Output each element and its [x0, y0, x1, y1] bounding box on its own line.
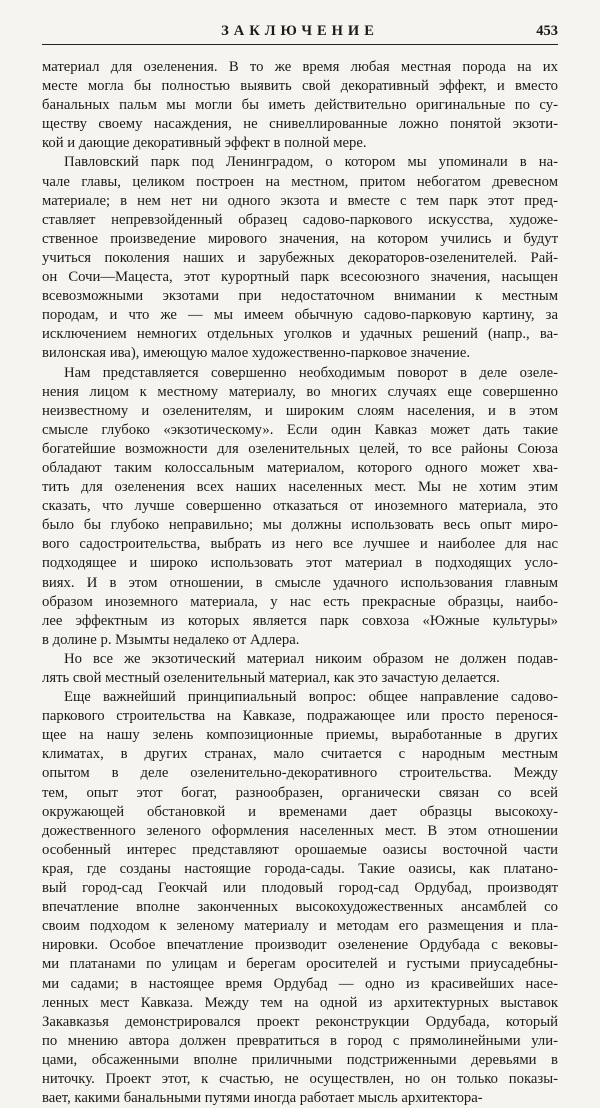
- page-header: [42, 22, 558, 45]
- text-line: ми садами; в настоящее время Ордубад — одно из красивейших насе-: [42, 975, 558, 992]
- paragraph: [42, 153, 558, 363]
- text-line: ми платанами по улицам и берегам оросителей и густыми приусадебны-: [42, 956, 558, 973]
- text-line: лять свой местный озеленительный материал, как это зачастую делается.: [42, 670, 500, 686]
- text-line: по мнению автора должен превратиться в город с прямолинейными ули-: [42, 1032, 558, 1049]
- text-line: впечатление вполне законченных высокохудожественных ансамблей со: [42, 899, 558, 916]
- text-line: ленных мест Кавказа. Между тем на одной из архитектурных выставок: [42, 994, 558, 1011]
- text-line: опытом в деле озеленительно-декоративного строительства. Между: [42, 765, 558, 782]
- text-line: было бы глубоко неправильно; мы должны использовать весь опыт миро-: [42, 517, 558, 534]
- text-line: в долине р. Мзымты недалеко от Адлера.: [42, 631, 300, 648]
- text-line: виях. И в этом отношении, в смысле удачного использования главным: [42, 574, 558, 591]
- text-line: Нам представляется совершенно необходимым поворот в деле озеле-: [64, 364, 558, 381]
- text-line: тем, опыт этот богат, разнообразен, органически связан со всей: [42, 784, 558, 801]
- text-line: образом иноземного материала, у нас есть прекрасные образцы, наибо-: [42, 593, 558, 610]
- text-line: климатах, в других странах, мало считается с народным местным: [42, 746, 558, 763]
- text-line: смысле глубоко «экзотическому». Если один Кавказ может дать такие: [42, 421, 558, 438]
- text-line: породам, и что же — мы имеем обычную садово-парковую картину, за: [42, 307, 558, 324]
- text-line: материале; в нем нет ни одного экзота и вместе с тем парк этот пред-: [42, 192, 558, 209]
- text-line: цами, обсаженными вполне приличными подстриженными деревьями в: [42, 1051, 558, 1068]
- text-line: Но все же экзотический материал никоим образом не должен подав-: [64, 650, 558, 667]
- paragraph: [42, 650, 558, 688]
- body-text: [42, 58, 558, 1108]
- text-line: нировки. Особое впечатление производит озеленение Ордубада с вековы-: [42, 937, 558, 954]
- text-line: Закавказья демонстрировался проект реконструкции Ордубада, который: [42, 1013, 558, 1030]
- page-number: 453: [536, 23, 558, 39]
- text-line: ществу своему насаждения, не снивеллированные ложно понятой экзоти-: [42, 116, 558, 133]
- text-line: лее эффектным из которых является парк совхоза «Южные культуры»: [42, 612, 558, 629]
- text-line: ставляет непревзойденный образец садово-паркового искусства, художе-: [42, 211, 558, 228]
- text-line: вилонская ива), имеющую малое художественно-парковое значение.: [42, 345, 471, 362]
- text-line: ниточку. Проект этот, к счастью, не осуществлен, но он только показы-: [42, 1070, 558, 1087]
- text-line: своим подходом к зеленому материалу и методам его размещения и пла-: [42, 918, 558, 935]
- text-line: всевозможными экзотами при недостаточном внимании к местным: [42, 288, 558, 305]
- text-line: месте могла бы полностью выявить свой декоративный эффект, и вместо: [42, 78, 558, 95]
- text-line: нения лицом к местному материалу, во многих случаях еще совершенно: [42, 383, 558, 400]
- text-line: чале главы, целиком построен на местном, притом небогатом древесном: [42, 173, 558, 190]
- text-line: сказать, что лучше совершенно отказаться от иноземного материала, это: [42, 498, 558, 515]
- text-line: он Сочи—Мацеста, этот курортный парк всесоюзного значения, насыщен: [42, 269, 558, 286]
- text-line: материал для озеленения. В то же время любая местная порода на их: [42, 59, 558, 75]
- text-line: обладают таким колоссальным материалом, которого одного может хва-: [42, 459, 558, 476]
- text-line: дожественного зеленого оформления населенных мест. В этом отношении: [42, 822, 558, 839]
- text-line: вает, какими банальными путями иногда работает мысль архитектора-: [42, 1090, 483, 1107]
- running-title: ЗАКЛЮЧЕНИЕ: [221, 23, 379, 39]
- text-line: банальных пальм мы могли бы иметь действительно оригинальные по су-: [42, 97, 558, 114]
- text-line: вого садостроительства, выбрать из него все лучшее и наиболее для нас: [42, 536, 558, 553]
- text-line: исключением немногих отдельных уголков и удачных решений (напр., ва-: [42, 326, 558, 343]
- paragraph: [42, 364, 558, 650]
- text-line: щее на нашу зелень композиционные приемы, выработанные в других: [42, 727, 558, 744]
- text-line: Еще важнейший принципиальный вопрос: общее направление садово-: [64, 689, 558, 706]
- text-line: неизвестному и озеленителям, и широким слоям населения, и в этом: [42, 402, 558, 419]
- text-line: тить для озеленения всех наших населенных мест. Мы не хотим этим: [42, 479, 558, 496]
- text-line: вый город-сад Геокчай или плодовый город-сад Ордубад, производят: [42, 880, 558, 897]
- text-line: паркового строительства на Кавказе, подражающее или просто перенося-: [42, 708, 558, 725]
- text-line: кой и дающие декоративный эффект в полной мере.: [42, 135, 367, 152]
- text-line: края, где созданы настоящие города-сады. Такие оазисы, как платано-: [42, 860, 558, 877]
- text-line: подходящее и широко использовать этот материал в подходящих усло-: [42, 555, 558, 572]
- text-line: ственное произведение мирового значения, на котором учились и будут: [42, 230, 558, 247]
- paragraph: [42, 58, 558, 153]
- text-line: богатейшие возможности для озеленительных целей, то все районы Союза: [42, 440, 558, 457]
- text-line: окружающей обстановкой и временами дает образцы высокоху-: [42, 803, 558, 820]
- text-line: учиться поколения наших и зарубежных декораторов-озеленителей. Рай-: [42, 249, 558, 266]
- text-line: особенный интерес представляют орошаемые оазисы восточной части: [42, 841, 558, 858]
- paragraph: [42, 688, 558, 1108]
- text-line: Павловский парк под Ленинградом, о котором мы упоминали в на-: [64, 154, 558, 171]
